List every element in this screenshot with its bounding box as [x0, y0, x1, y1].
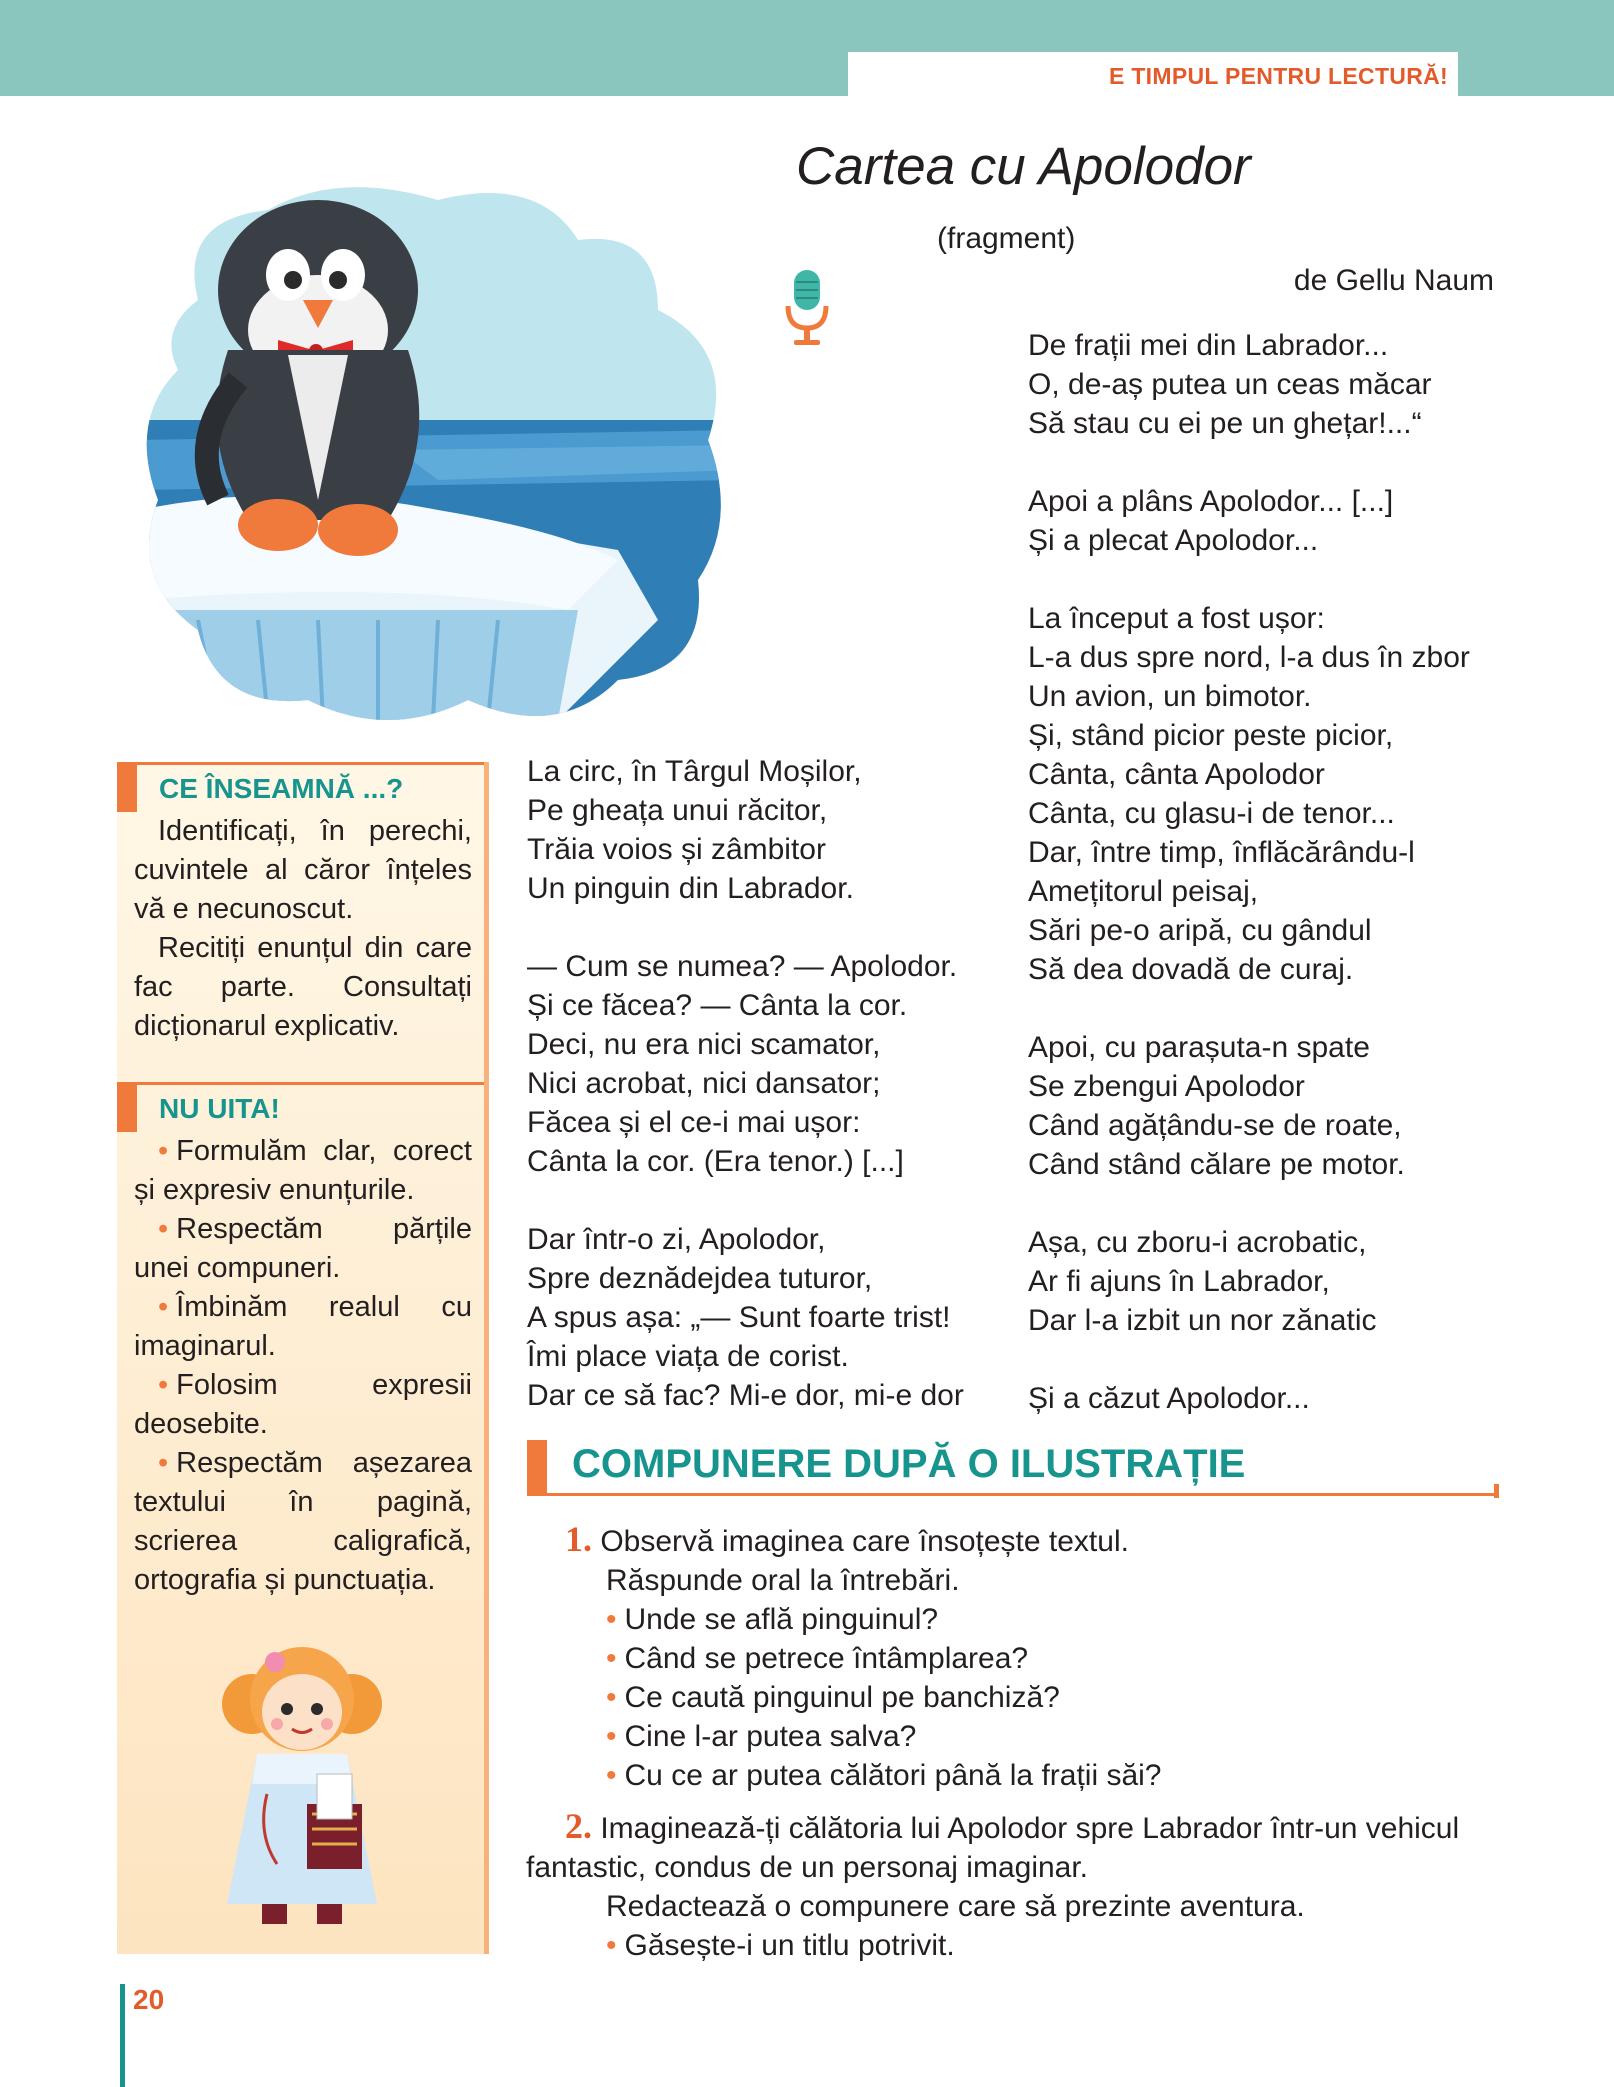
poem-line: Nici acrobat, nici dansator; [527, 1067, 881, 1100]
section-label: E TIMPUL PENTRU LECTURĂ! [848, 52, 1458, 96]
tip-paragraph: Identificați, în perechi, cuvintele al căror înțeles vă e necunoscut. [134, 815, 472, 925]
stanza [1028, 326, 1470, 443]
poem-line: Cânta, cânta Apolodor [1028, 758, 1325, 791]
poem-line: Cânta la cor. (Era tenor.) [...] [527, 1145, 904, 1178]
remember-item: • Folosim expresii deosebite. [134, 1366, 472, 1444]
poem-line: Și a căzut Apolodor... [1028, 1382, 1310, 1415]
poem-right-column [1028, 326, 1470, 1418]
tip-paragraph: Recitiți enunțul din care fac parte. Consultați dicționarul explicativ. [134, 932, 472, 1042]
stanza [527, 1220, 964, 1415]
poem-line: Dar într-o zi, Apolodor, [527, 1223, 826, 1256]
poem-line: Spre deznădejdea tuturor, [527, 1262, 873, 1295]
tips-sidebar [117, 762, 489, 1954]
tasks [526, 1519, 1460, 1965]
poem-line: La circ, în Târgul Moșilor, [527, 755, 862, 788]
poem-line: Și a plecat Apolodor... [1028, 524, 1319, 557]
poem-line: L-a dus spre nord, l-a dus în zbor [1028, 641, 1470, 674]
task-number: 2. [565, 1806, 592, 1846]
poem-line: A spus așa: „— Sunt foarte trist! [527, 1301, 951, 1334]
poem-line: Dar ce să fac? Mi-e dor, mi-e dor [527, 1379, 964, 1412]
task-text: Răspunde oral la întrebări. [606, 1564, 960, 1597]
poem-line: Dar, între timp, înflăcărându-l [1028, 836, 1415, 869]
page-number-bar [120, 1984, 125, 2087]
microphone-icon[interactable] [782, 268, 832, 350]
question-item: • Ce caută pinguinul pe banchiză? [566, 1678, 1459, 1717]
stanza [527, 947, 964, 1181]
poem-line: Amețitorul peisaj, [1028, 875, 1259, 908]
poem-line: Ar fi ajuns în Labrador, [1028, 1265, 1330, 1298]
poem-line: Așa, cu zboru-i acrobatic, [1028, 1226, 1367, 1259]
poem-line: Când stând călare pe motor. [1028, 1148, 1405, 1181]
poem-line: Și, stând picior peste picior, [1028, 719, 1394, 752]
stanza [1028, 1379, 1470, 1418]
task-1 [566, 1520, 1459, 1795]
remember-list [117, 1126, 484, 1600]
poem-line: Să dea dovadă de curaj. [1028, 953, 1354, 986]
poem-line: Îmi place viața de corist. [527, 1340, 849, 1373]
remember-item: • Respectăm părțile unei compuneri. [134, 1210, 472, 1288]
poem-line: O, de-aș putea un ceas măcar [1028, 368, 1432, 401]
task-text: Redactează o compunere care să prezinte aventura. [606, 1890, 1305, 1923]
stanza [527, 752, 964, 908]
poem-line: Să stau cu ei pe un ghețar!...“ [1028, 407, 1422, 440]
poem-line: Pe gheața unui răcitor, [527, 794, 828, 827]
sidebar-heading-vocabulary: CE ÎNSEAMNĂ ...? [117, 762, 484, 806]
stanza [1028, 1028, 1470, 1184]
question-item: • Cine l-ar putea salva? [566, 1717, 1459, 1756]
stanza [1028, 1223, 1470, 1340]
task-text: Imaginează-ți călătoria lui Apolodor spre Labrador într-un vehicul [600, 1812, 1460, 1845]
poem-line: Cânta, cu glasu-i de tenor... [1028, 797, 1395, 830]
stanza [1028, 482, 1470, 560]
task-text: fantastic, condus de un personaj imaginar. [526, 1851, 1089, 1884]
poem-line: De frații mei din Labrador... [1028, 329, 1389, 362]
poem-line: Apoi, cu parașuta-n spate [1028, 1031, 1370, 1064]
poem-line: Un pinguin din Labrador. [527, 872, 854, 905]
poem-line: Și ce făcea? — Cânta la cor. [527, 989, 908, 1022]
poem-title: Cartea cu Apolodor [796, 137, 1251, 196]
poem-line: Deci, nu era nici scamator, [527, 1028, 881, 1061]
poem-line: Sări pe-o aripă, cu gândul [1028, 914, 1372, 947]
question-item: • Cu ce ar putea călători până la frații săi? [566, 1756, 1459, 1795]
poem-line: La început a fost ușor: [1028, 602, 1325, 635]
question-item: • Unde se află pinguinul? [566, 1600, 1459, 1639]
task-2 [526, 1806, 1460, 1965]
remember-item: • Formulăm clar, corect și expresiv enunțurile. [134, 1132, 472, 1210]
poem-line: — Cum se numea? — Apolodor. [527, 950, 958, 983]
question-item: • Când se petrece întâmplarea? [566, 1639, 1459, 1678]
page-number: 20 [133, 1984, 165, 2015]
poem-line: Un avion, un bimotor. [1028, 680, 1312, 713]
stanza [1028, 599, 1470, 989]
poem-line: Trăia voios și zâmbitor [527, 833, 826, 866]
poem-line: Făcea și el ce-i mai ușor: [527, 1106, 861, 1139]
section-heading [527, 1440, 1499, 1496]
task-text: Observă imaginea care însoțește textul. [600, 1525, 1129, 1558]
poem-left-column [527, 752, 964, 1415]
section-heading-text: COMPUNERE DUPĂ O ILUSTRAȚIE [572, 1442, 1246, 1486]
task-bullet: • Găsește-i un titlu potrivit. [566, 1926, 1459, 1965]
girl-doll-illustration [197, 1634, 407, 1934]
vocabulary-tip [117, 806, 484, 1046]
poem-subtitle: (fragment) [937, 222, 1076, 255]
poem-line: Dar l-a izbit un nor zănatic [1028, 1304, 1377, 1337]
poem-author: de Gellu Naum [1293, 264, 1494, 297]
penguin-illustration [138, 180, 738, 720]
poem-line: Când agățându-se de roate, [1028, 1109, 1402, 1142]
task-number: 1. [565, 1519, 592, 1559]
remember-item: • Îmbinăm realul cu imaginarul. [134, 1288, 472, 1366]
poem-line: Se zbengui Apolodor [1028, 1070, 1305, 1103]
remember-item: • Respectăm așezarea textului în pagină, scrierea caligrafică, ortografia și punctuația. [134, 1444, 472, 1600]
poem-line: Apoi a plâns Apolodor... [...] [1028, 485, 1394, 518]
sidebar-heading-remember: NU UITA! [117, 1082, 484, 1126]
